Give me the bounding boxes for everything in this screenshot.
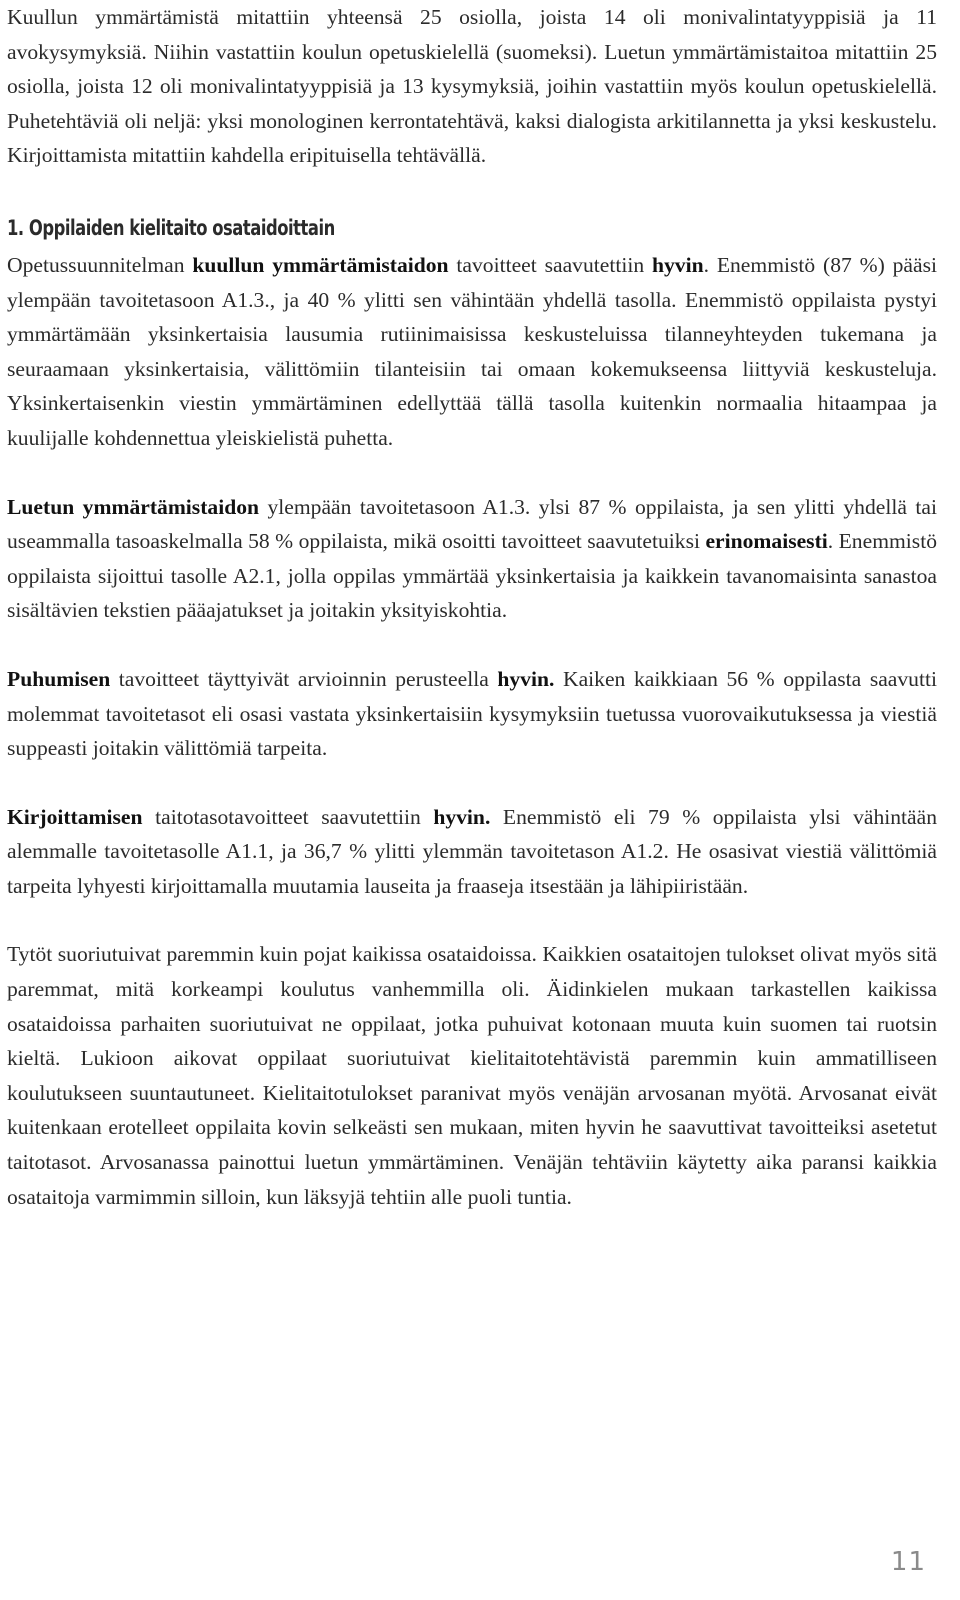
listening-bold-skill: kuullun ymmärtämistaidon	[192, 252, 449, 277]
reading-bold-skill: Luetun ymmärtämistaidon	[7, 494, 260, 519]
listening-text-3: . Enemmistö (87 %) pääsi ylempään tavoitetasoon A1.3., ja 40 % ylitti sen vähintään yhdellä tasolla. Enemmistö oppilaista pystyi ymmärtämään yksinkertaisia lausumia rutiinimaisissa keskusteluissa tilanneyhteyden tukemana ja seuraamaan yksinkertaisia, välittömiin tilanteisiin tai omaan kokemukseensa liittyviä keskusteluja. Yksinkertaisenkin viestin ymmärtäminen edellyttää tällä tasolla kuitenkin normaalia hitaampaa ja kuulijalle kohdennettua yleiskielistä puhetta.	[7, 252, 938, 450]
reading-text-1: ylempään tavoitetasoon A1.3. ylsi 87 % oppilaista, ja sen ylitti yhdellä tai useammalla tasoaskelmalla 58 % oppilaista, mikä osoitti tavoitteet saavutetuiksi	[7, 494, 937, 554]
document-page	[7, 0, 937, 1214]
listening-paragraph	[7, 248, 937, 456]
reading-paragraph	[7, 490, 937, 628]
listening-text-2: tavoitteet saavutettiin	[448, 252, 652, 277]
writing-paragraph	[7, 800, 937, 904]
listening-text-1: Opetussuunnitelman	[7, 252, 193, 277]
reading-bold-rating: erinomaisesti	[705, 529, 828, 554]
speaking-text-1: tavoitteet täyttyivät arvioinnin perusteella	[110, 666, 498, 691]
intro-paragraph: Kuullun ymmärtämistä mitattiin yhteensä 25 osiolla, joista 14 oli monivalintatyyppisiä ja 11 avokysymyksiä. Niihin vastattiin koulun opetuskielellä (suomeksi). Luetun ymmärtämistaitoa mitattiin 25 osiolla, joista 12 oli monivalintatyyppisiä ja 13 kysymyksiä, joihin vastattiin myös koulun opetuskielellä. Puhetehtäviä oli neljä: yksi monologinen kerrontatehtävä, kaksi dialogista arkitilannetta ja yksi keskustelu. Kirjoittamista mitattiin kahdella eripituisella tehtävällä.	[7, 5, 937, 168]
writing-bold-rating: hyvin.	[433, 804, 491, 829]
writing-text-1: taitotasotavoitteet saavutettiin	[142, 804, 434, 829]
speaking-bold-rating: hyvin.	[497, 666, 555, 691]
speaking-text-2: Kaiken kaikkiaan 56 % oppilasta saavutti molemmat tavoitetasot eli osasi vastata yksinkertaisiin kysymyksiin tuetussa vuorovaikutuksessa ja viestiä suppeasti joitakin välittömiä tarpeita.	[7, 666, 937, 761]
writing-text-2: Enemmistö eli 79 % oppilaista ylsi vähintään alemmalle tavoitetasolle A1.1, ja 36,7 % ylitti ylemmän tavoitetason A1.2. He osasivat viestiä välittömiä tarpeita lyhyesti kirjoittamalla muutamia lauseita ja fraaseja itsestään ja lähipiiristään.	[7, 804, 938, 898]
listening-bold-rating: hyvin	[651, 252, 704, 277]
speaking-bold-skill: Puhumisen	[7, 666, 111, 691]
summary-paragraph: Tytöt suoriutuivat paremmin kuin pojat kaikissa osataidoissa. Kaikkien osataitojen tulokset olivat myös sitä paremmat, mitä korkeampi koulutus vanhemmilla oli. Äidinkielen mukaan tarkastellen kaikissa osataidoissa parhaiten suoriutuivat ne oppilaat, jotka puhuivat kotonaan muuta kuin suomen tai ruotsin kieltä. Lukioon aikovat oppilaat suoriutuivat kielitaitotehtävistä paremmin kuin ammatilliseen koulutukseen suuntautuneet. Kielitaitotulokset paranivat myös venäjän arvosanan myötä. Arvosanat eivät kuitenkaan erotelleet oppilaita kovin selkeästi sen mukaan, miten hyvin he saavuttivat tavoitteiksi asetetut taitotasot. Arvosanassa painottui luetun ymmärtäminen. Venäjän tehtäviin käytetty aika paransi kaikkia osataitoja varmimmin silloin, kun läksyjä tehtiin alle puoli tuntia.	[7, 942, 937, 1209]
writing-bold-skill: Kirjoittamisen	[7, 804, 143, 829]
speaking-paragraph	[7, 662, 937, 766]
page-number: 11	[890, 1547, 926, 1577]
reading-text-2: . Enemmistö oppilaista sijoittui tasolle A2.1, jolla oppilas ymmärtää yksinkertaisia ja kaikkein tavanomaisinta sanastoa sisältävien tekstien pääajatukset ja joitakin yksityiskohtia.	[7, 529, 937, 623]
section-heading: 1. Oppilaiden kielitaito osataidoittain	[7, 215, 335, 240]
